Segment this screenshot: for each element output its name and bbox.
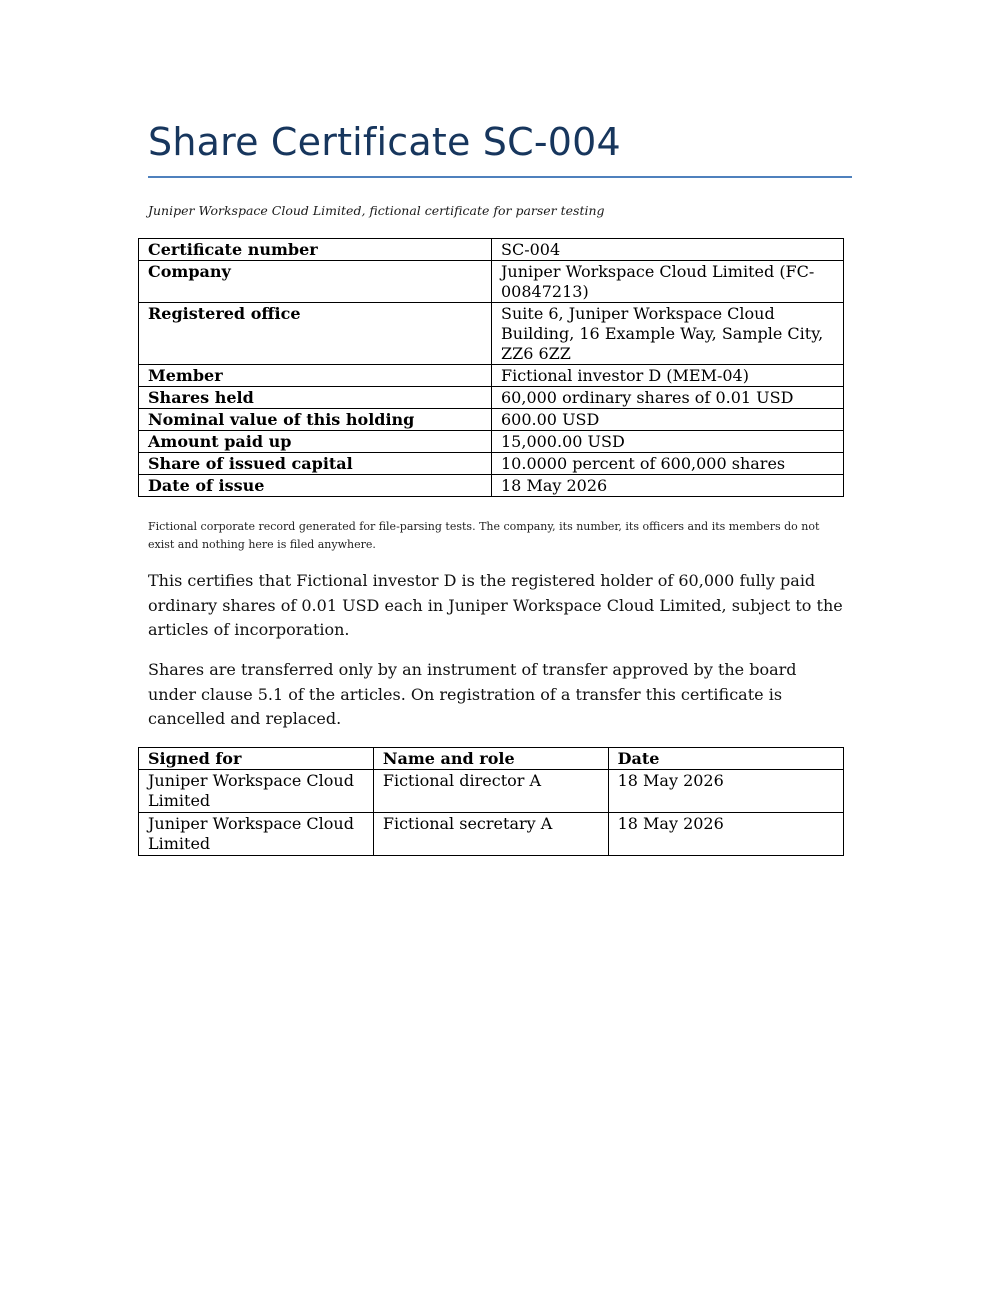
column-header-name-and-role: Name and role xyxy=(373,748,608,770)
table-row xyxy=(139,387,844,409)
table-row xyxy=(139,239,844,261)
date-cell: 18 May 2026 xyxy=(608,813,843,856)
table-row xyxy=(139,409,844,431)
detail-label: Company xyxy=(139,261,492,303)
table-row xyxy=(139,261,844,303)
disclaimer-note: Fictional corporate record generated for file-parsing tests. The company, its number, its officers and its members do not exist and nothing here is filed anywhere. xyxy=(148,520,820,551)
detail-label: Registered office xyxy=(139,303,492,365)
detail-value: Fictional investor D (MEM-04) xyxy=(492,365,844,387)
detail-value: 10.0000 percent of 600,000 shares xyxy=(492,453,844,475)
detail-value: 18 May 2026 xyxy=(492,475,844,497)
name-role-cell: Fictional director A xyxy=(373,770,608,813)
certificate-details-table xyxy=(138,238,844,497)
table-row xyxy=(139,303,844,365)
table-row xyxy=(139,813,844,856)
column-header-date: Date xyxy=(608,748,843,770)
detail-label: Shares held xyxy=(139,387,492,409)
table-row xyxy=(139,770,844,813)
name-role-cell: Fictional secretary A xyxy=(373,813,608,856)
document-subtitle: Juniper Workspace Cloud Limited, fictional certificate for parser testing xyxy=(148,203,605,218)
detail-label: Amount paid up xyxy=(139,431,492,453)
detail-value: 15,000.00 USD xyxy=(492,431,844,453)
detail-value: 60,000 ordinary shares of 0.01 USD xyxy=(492,387,844,409)
date-cell: 18 May 2026 xyxy=(608,770,843,813)
transfer-paragraph: Shares are transferred only by an instrument of transfer approved by the board under clause 5.1 of the articles. On registration of a transfer this certificate is cancelled and replaced. xyxy=(148,660,797,728)
table-header-row xyxy=(139,748,844,770)
detail-value: Juniper Workspace Cloud Limited (FC-00847213) xyxy=(492,261,844,303)
signatures-table xyxy=(138,747,844,856)
detail-value: SC-004 xyxy=(492,239,844,261)
signed-for-cell: Juniper Workspace Cloud Limited xyxy=(139,813,374,856)
table-row xyxy=(139,453,844,475)
table-row xyxy=(139,365,844,387)
detail-label: Date of issue xyxy=(139,475,492,497)
detail-value: 600.00 USD xyxy=(492,409,844,431)
column-header-signed-for: Signed for xyxy=(139,748,374,770)
table-row xyxy=(139,431,844,453)
page-title: Share Certificate SC-004 xyxy=(148,120,621,164)
detail-label: Member xyxy=(139,365,492,387)
table-row xyxy=(139,475,844,497)
detail-label: Nominal value of this holding xyxy=(139,409,492,431)
certification-paragraph: This certifies that Fictional investor D is the registered holder of 60,000 fully paid ordinary shares of 0.01 USD each in Juniper Workspace Cloud Limited, subject to the articles of incorporation. xyxy=(148,571,843,639)
detail-label: Share of issued capital xyxy=(139,453,492,475)
detail-value: Suite 6, Juniper Workspace Cloud Building, 16 Example Way, Sample City, ZZ6 6ZZ xyxy=(492,303,844,365)
detail-label: Certificate number xyxy=(139,239,492,261)
title-divider xyxy=(148,176,852,178)
signed-for-cell: Juniper Workspace Cloud Limited xyxy=(139,770,374,813)
